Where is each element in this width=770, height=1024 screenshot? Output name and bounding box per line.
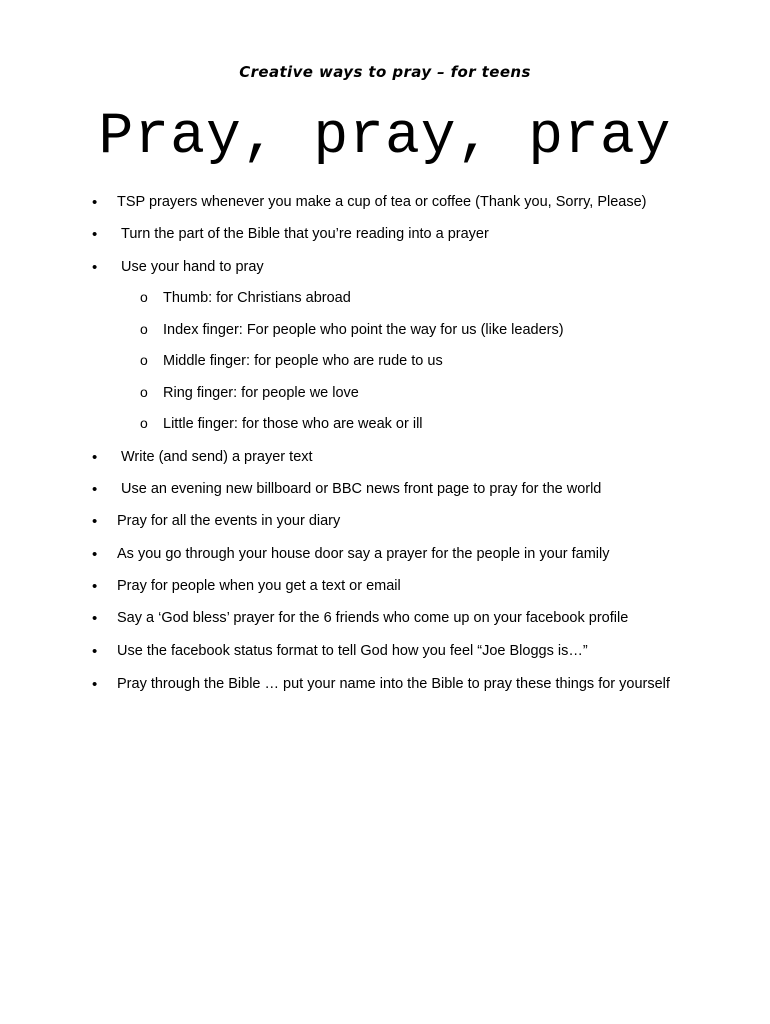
- list-item-text: Say a ‘God bless’ prayer for the 6 friends who come up on your facebook profile: [117, 610, 629, 626]
- list-item-text: As you go through your house door say a prayer for the people in your family: [117, 546, 610, 562]
- bullet-icon: •: [92, 259, 98, 276]
- document-subtitle: Creative ways to pray – for teens: [239, 63, 531, 81]
- sub-list-item-text: Ring finger: for people we love: [163, 385, 359, 401]
- document-title: Pray, pray, pray: [98, 105, 672, 170]
- bullet-icon: •: [92, 513, 98, 530]
- bullet-icon: •: [92, 194, 98, 211]
- list-item-text: Use an evening new billboard or BBC news front page to pray for the world: [121, 481, 602, 497]
- list-item-text: Turn the part of the Bible that you’re reading into a prayer: [121, 226, 489, 242]
- bullet-icon: •: [92, 610, 98, 627]
- bullet-icon: •: [92, 449, 98, 466]
- sub-list-item-text: Index finger: For people who point the way for us (like leaders): [163, 322, 564, 338]
- bullet-icon: •: [92, 226, 98, 243]
- sub-list-item-text: Thumb: for Christians abroad: [163, 290, 351, 306]
- list-item-text: Write (and send) a prayer text: [121, 449, 313, 465]
- sub-bullet-icon: o: [140, 415, 148, 431]
- sub-list-item-text: Middle finger: for people who are rude to us: [163, 353, 443, 369]
- list-item-text: Use your hand to pray: [121, 259, 264, 275]
- bullet-icon: •: [92, 676, 98, 693]
- bullet-icon: •: [92, 546, 98, 563]
- bullet-icon: •: [92, 643, 98, 660]
- list-item-text: TSP prayers whenever you make a cup of tea or coffee (Thank you, Sorry, Please): [117, 194, 647, 210]
- bullet-icon: •: [92, 481, 98, 498]
- bullet-icon: •: [92, 578, 98, 595]
- list-item-text: Use the facebook status format to tell God how you feel “Joe Bloggs is…”: [117, 643, 588, 659]
- list-item-text: Pray through the Bible … put your name into the Bible to pray these things for yourself: [117, 676, 670, 692]
- sub-bullet-icon: o: [140, 352, 148, 368]
- sub-bullet-icon: o: [140, 384, 148, 400]
- sub-bullet-icon: o: [140, 289, 148, 305]
- list-item-text: Pray for all the events in your diary: [117, 513, 341, 529]
- list-item-text: Pray for people when you get a text or email: [117, 578, 401, 594]
- sub-bullet-icon: o: [140, 321, 148, 337]
- sub-list-item-text: Little finger: for those who are weak or ill: [163, 416, 423, 432]
